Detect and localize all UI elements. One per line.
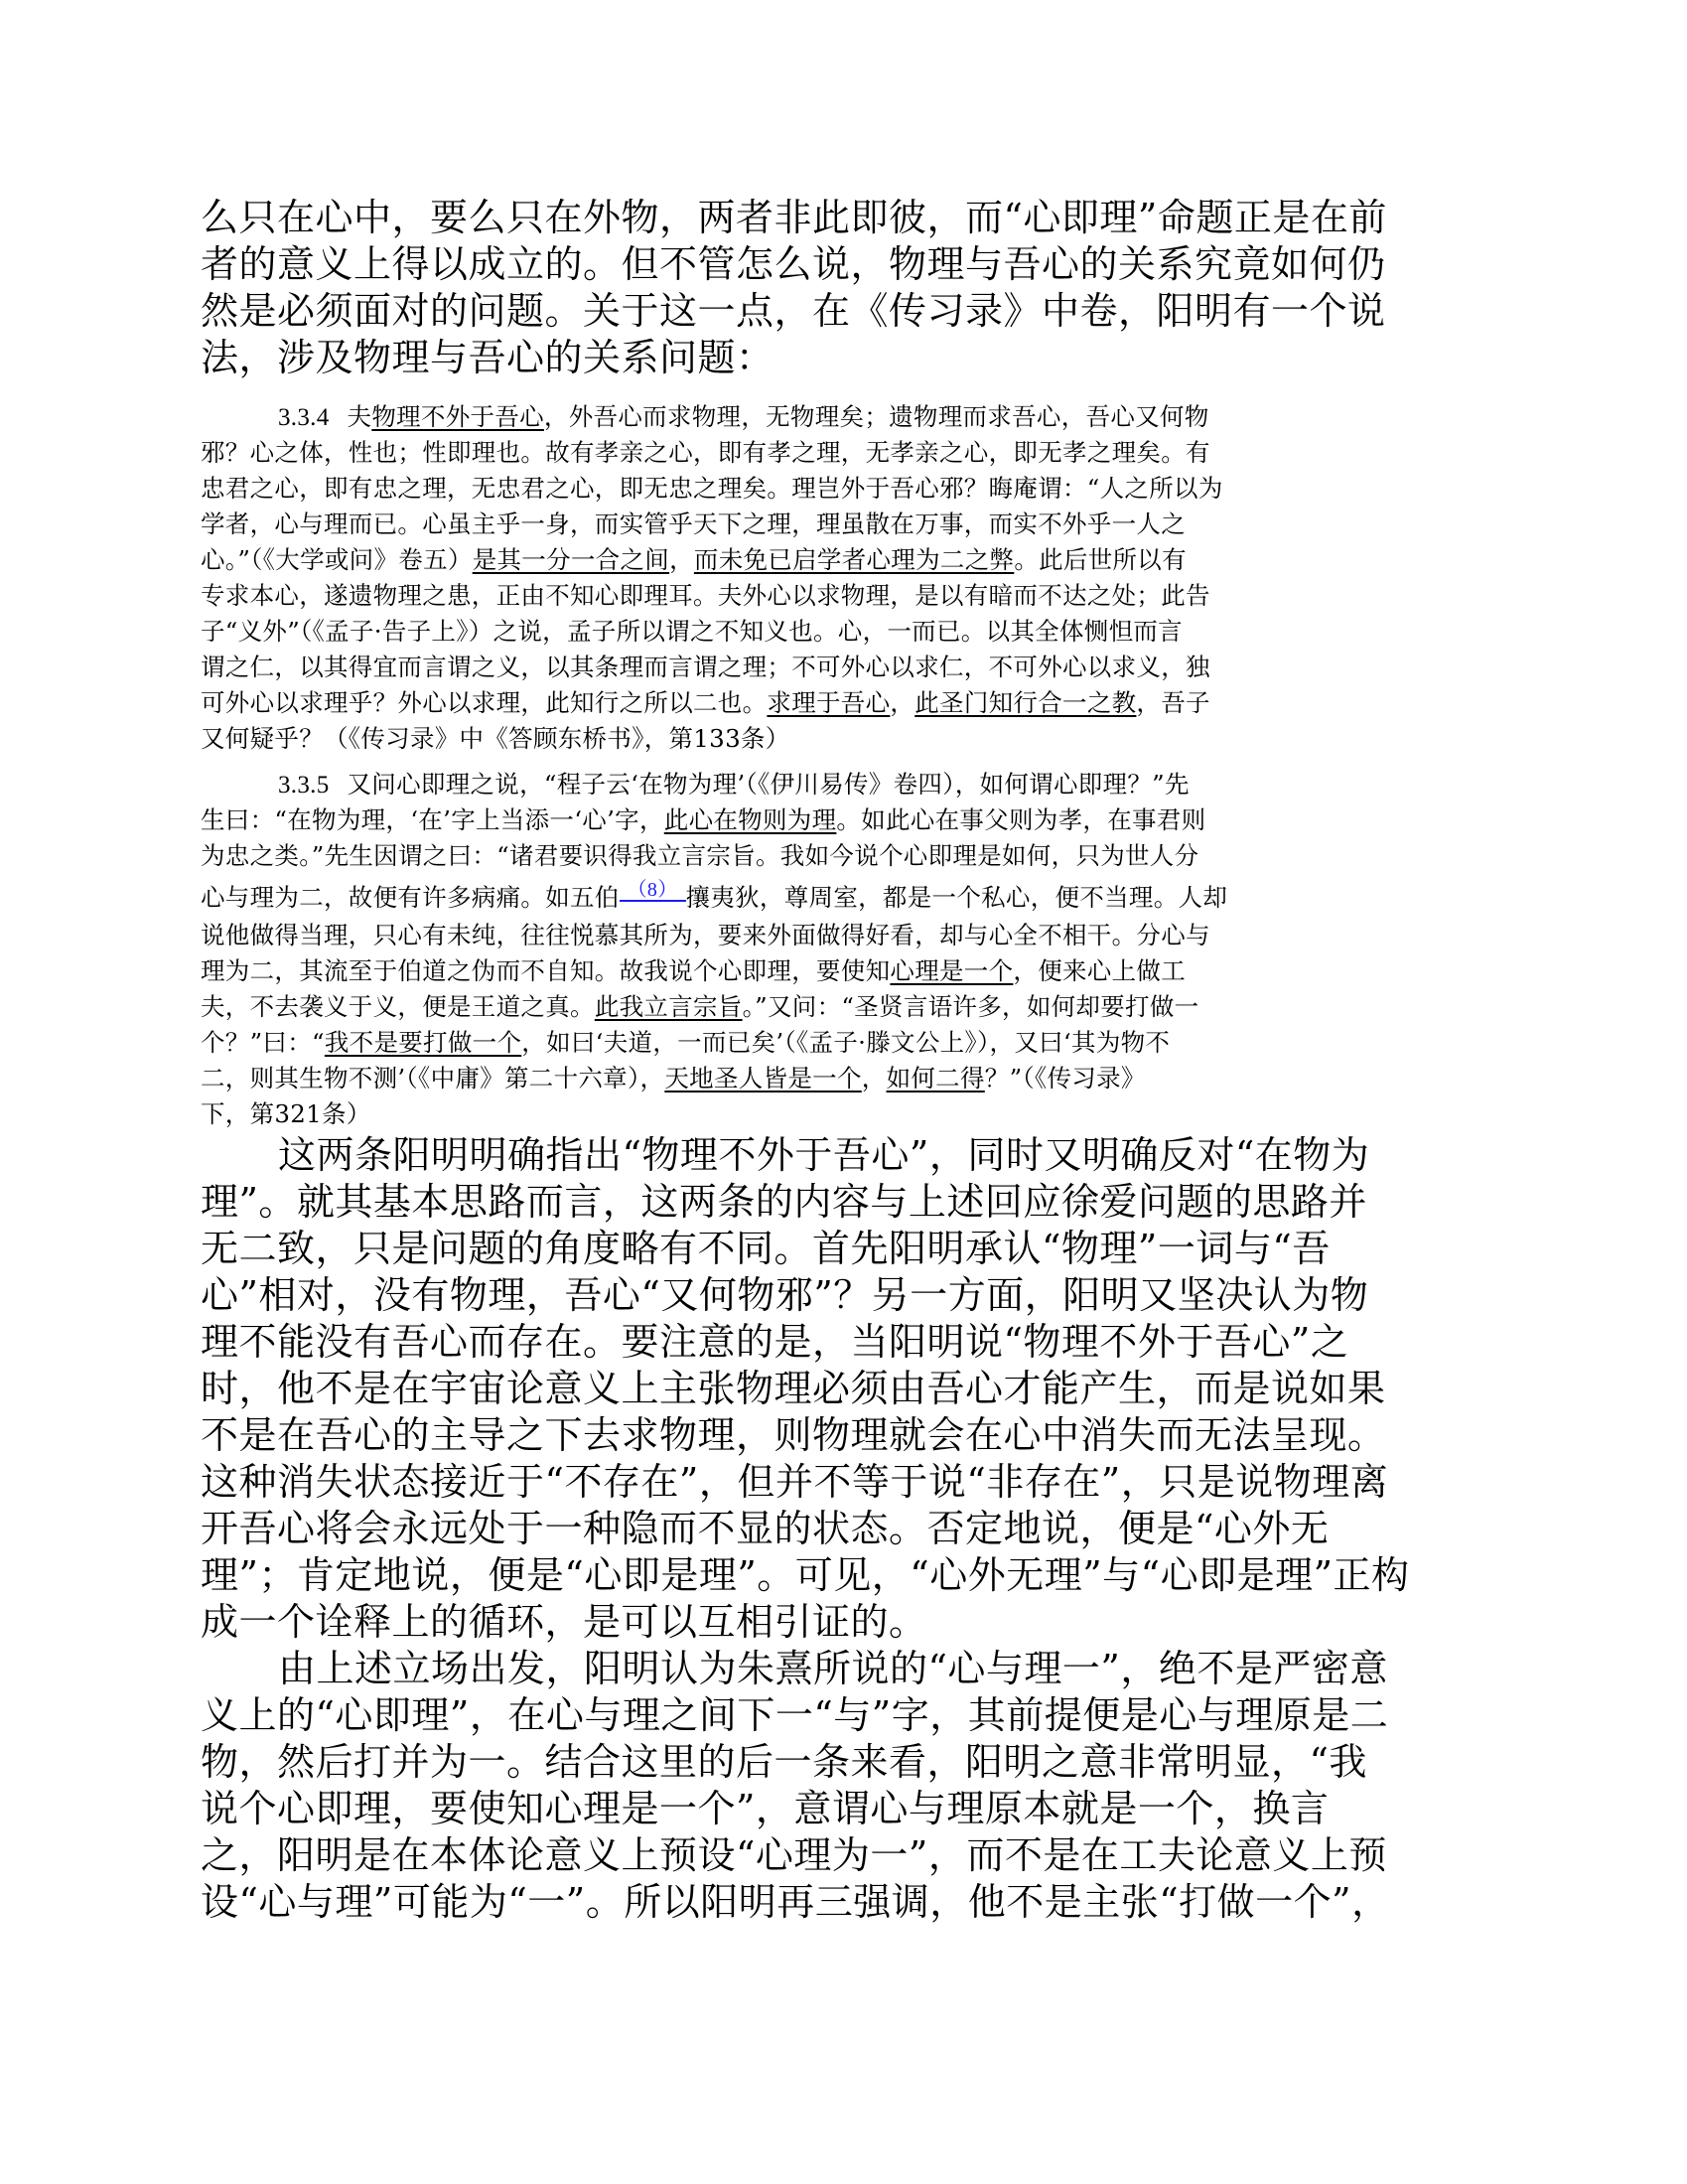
quote-text: ，如曰‘夫道，一而已矣’（《孟子·滕文公上》），又曰‘其为物不 [521,1028,1171,1057]
quote-text: 理为二，其流至于伯道之伪而不自知。故我说个心即理，要使知 [201,956,891,985]
text-line [201,1132,1491,1179]
commentary-paragraph-2 [201,1646,1491,1926]
underlined-phrase: 求理于吾心 [767,688,891,717]
quote-line: 谓之仁，以其得宜而言谓之义，以其条理而言谓之理；不可外心以求仁，不可外心以求义，独 [201,653,1210,681]
quote-line [201,399,1491,435]
text-line: 理”。就其基本思路而言，这两条的内容与上述回应徐爱问题的思路并 [201,1180,1367,1224]
quote-number: 3.3.5 [278,772,330,799]
quote-text: ， [669,545,694,574]
quote-line [201,953,1491,989]
quote-line: 说他做得当理，只心有未纯，往往悦慕其所为，要来外面做得好看，却与心全不相干。分心与 [201,921,1210,949]
quote-text: ，便来心上做工 [1013,956,1187,985]
text-line: 设“心与理”可能为“一”。所以阳明再三强调，他不是主张“打做一个”， [201,1880,1390,1924]
text-line: 义上的“心即理”，在心与理之间下一“与”字，其前提便是心与理原是二 [201,1693,1389,1737]
text-line: 么只在心中，要么只在外物，两者非此即彼，而“心即理”命题正是在前 [201,196,1387,239]
quote-line: 学者，心与理而已。心虽主乎一身，而实管乎天下之理，理虽散在万事，而实不外乎一人之 [201,510,1186,538]
quote-line: 邪？心之体，性也；性即理也。故有孝亲之心，即有孝之理，无孝亲之心，即无孝之理矣。有 [201,438,1210,467]
quote-line: 为忠之类。”先生因谓之曰：“诸君要识得我立言宗旨。我如今说个心即理是如何，只为世人分 [201,841,1199,870]
quote-text: ？”（《传习录》 [984,1064,1146,1092]
text-line: 说个心即理，要使知心理是一个”，意谓心与理原本就是一个，换言 [201,1787,1330,1830]
quote-line: 专求本心，遂遗物理之患，正由不知心即理耳。夫外心以求物理，是以有暗而不达之处；此告 [201,581,1210,610]
quote-text: 又问心即理之说，“程子云‘在物为理’（《伊川易传》卷四），如何谓心即理？”先 [347,770,1190,799]
underlined-phrase: 物理不外于吾心 [371,402,544,431]
quote-text: ，外吾心而求物理，无物理矣；遗物理而求吾心，吾心又何物 [543,402,1209,431]
quote-text: 心。”（《大学或问》卷五） [201,545,473,574]
text-span: 这两条阳明明确指出“物理不外于吾心”，同时又明确反对“在物为 [278,1133,1370,1177]
quote-line [201,542,1491,578]
text-line: 者的意义上得以成立的。但不管怎么说，物理与吾心的关系究竟如何仍 [201,242,1386,286]
quote-text: 可外心以求理乎？外心以求理，此知行之所以二也。 [201,688,768,717]
text-line: 物，然后打并为一。结合这里的后一条来看，阳明之意非常明显，“我 [201,1740,1367,1784]
quote-number: 3.3.4 [278,404,330,431]
quote-line: 又何疑乎？（《传习录》中《答顾东桥书》，第133条） [201,724,790,753]
text-line: 不是在吾心的主导之下去求物理，则物理就会在心中消失而无法呈现。 [201,1413,1386,1457]
underlined-phrase: 而未免已启学者心理为二之弊 [693,545,1015,574]
text-line: 理不能没有吾心而存在。要注意的是，当阳明说“物理不外于吾心”之 [201,1320,1349,1364]
text-line: 法，涉及物理与吾心的关系问题： [201,336,774,379]
text-span: 由上述立场出发，阳明认为朱熹所说的“心与理一”，绝不是严密意 [278,1647,1388,1690]
quote-text: 二，则其生物不测’（《中庸》第二十六章）， [201,1064,665,1092]
text-line: 然是必须面对的问题。关于这一点，在《传习录》中卷，阳明有一个说 [201,289,1386,333]
quote-3-3-4 [201,399,1491,757]
commentary-paragraph-1 [201,1132,1491,1646]
text-line: 心”相对，没有物理，吾心“又何物邪”？另一方面，阳明又坚决认为物 [201,1273,1369,1317]
underlined-phrase: 天地圣人皆是一个 [664,1064,862,1092]
text-line: 无二致，只是问题的角度略有不同。首先阳明承认“物理”一词与“吾 [201,1227,1331,1270]
footnote-link-8[interactable]: （8） [620,880,686,902]
quote-text: 夫，不去袭义于义，便是王道之真。 [201,992,595,1021]
text-line: 开吾心将会永远处于一种隐而不显的状态。否定地说，便是“心外无 [201,1507,1330,1550]
quote-line: 忠君之心，即有忠之理，无忠君之心，即无忠之理矣。理岂外于吾心邪？晦庵谓：“人之所以为 [201,474,1223,503]
text-line: 之，阳明是在本体论意义上预设“心理为一”，而不是在工夫论意义上预 [201,1833,1387,1877]
underlined-phrase: 此圣门知行合一之教 [914,688,1137,717]
underlined-phrase: 如何二得 [886,1064,985,1092]
underlined-phrase: 心理是一个 [890,956,1014,985]
quote-text: ，吾子 [1136,688,1210,717]
text-line: 理”；肯定地说，便是“心即是理”。可见，“心外无理”与“心即是理”正构 [201,1553,1410,1597]
quote-line [201,989,1491,1025]
quote-line: 子“义外”（《孟子·告子上》）之说，孟子所以谓之不知义也。心，一而已。以其全体恻怛而言 [201,617,1183,646]
text-line: 成一个诠释上的循环，是可以互相引证的。 [201,1600,927,1644]
quote-text: 。”又问：“圣贤言语许多，如何却要打做一 [742,992,1199,1021]
text-line: 这种消失状态接近于“不存在”，但并不等于说“非存在”，只是说物理离 [201,1460,1389,1504]
quote-3-3-5 [201,767,1491,1132]
underlined-phrase: 我不是要打做一个 [324,1028,522,1057]
quote-line [201,685,1491,721]
quote-line [201,1061,1491,1096]
intro-paragraph [201,195,1491,381]
quote-line [201,802,1491,838]
text-line [201,1646,1491,1692]
quote-text: ， [861,1064,887,1092]
quote-text: 。如此心在事父则为孝，在事君则 [836,805,1206,834]
text-line: 时，他不是在宇宙论意义上主张物理必须由吾心才能产生，而是说如果 [201,1367,1386,1410]
quote-text: 心与理为二，故便有许多病痛。如五伯 [201,883,620,912]
quote-text: 。此后世所以有 [1014,545,1187,574]
quote-text: 个？”曰：“ [201,1028,325,1057]
underlined-phrase: 此心在物则为理 [663,805,837,834]
quote-text: ， [890,688,915,717]
quote-line [201,767,1491,802]
underlined-phrase: 是其一分一合之间 [472,545,670,574]
quote-line [201,1025,1491,1061]
underlined-phrase: 此我立言宗旨 [594,992,743,1021]
quote-line [201,874,1491,918]
quote-text: 攘夷狄，尊周室，都是一个私心，便不当理。人却 [685,883,1228,912]
quote-text: 生曰：“在物为理，‘在’字上当添一‘心’字， [201,805,664,834]
quote-line: 下，第321条） [201,1099,371,1128]
quote-text: 夫 [347,402,372,431]
